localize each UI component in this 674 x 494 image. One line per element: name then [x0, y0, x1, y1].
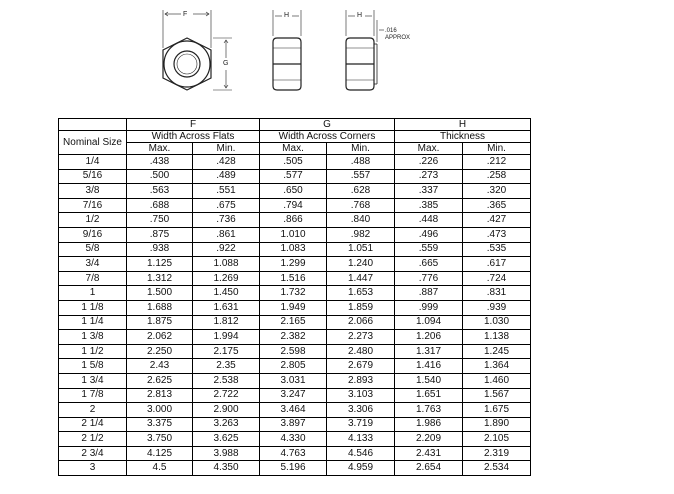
cell-g-max: 3.031 — [260, 373, 327, 388]
cell-f-max: 1.688 — [127, 300, 193, 315]
cell-g-max: 1.299 — [260, 257, 327, 272]
table-row — [59, 169, 531, 184]
cell-f-max: .563 — [127, 184, 193, 199]
approx-value: .016 — [385, 28, 397, 34]
cell-f-min: 3.625 — [193, 432, 260, 447]
subheader-g-min: Min. — [327, 143, 395, 155]
cell-g-min: 2.679 — [327, 359, 395, 374]
cell-g-max: 1.083 — [260, 242, 327, 257]
cell-h-min: .258 — [463, 169, 531, 184]
cell-f-max: .500 — [127, 169, 193, 184]
cell-h-max: 1.206 — [395, 330, 463, 345]
cell-g-min: 3.719 — [327, 417, 395, 432]
cell-g-min: 1.240 — [327, 257, 395, 272]
cell-h-max: 2.431 — [395, 446, 463, 461]
cell-g-min: 1.653 — [327, 286, 395, 301]
table-row — [59, 344, 531, 359]
table-row — [59, 373, 531, 388]
cell-size: 3 — [59, 461, 127, 476]
cell-h-max: 1.416 — [395, 359, 463, 374]
group-name-g: Width Across Corners — [260, 131, 395, 143]
cell-h-min: 1.890 — [463, 417, 531, 432]
cell-g-min: .488 — [327, 155, 395, 170]
cell-f-max: 1.125 — [127, 257, 193, 272]
cell-f-max: 4.5 — [127, 461, 193, 476]
cell-g-max: .505 — [260, 155, 327, 170]
approx-note — [385, 28, 410, 42]
cell-g-max: 1.516 — [260, 271, 327, 286]
cell-h-min: .939 — [463, 300, 531, 315]
subheader-g-max: Max. — [260, 143, 327, 155]
dim-label-h-1: H — [284, 12, 290, 19]
cell-g-max: 3.897 — [260, 417, 327, 432]
cell-f-min: 1.994 — [193, 330, 260, 345]
cell-f-max: 2.062 — [127, 330, 193, 345]
cell-h-min: .617 — [463, 257, 531, 272]
cell-h-max: 1.986 — [395, 417, 463, 432]
cell-f-min: 1.269 — [193, 271, 260, 286]
cell-g-min: 1.859 — [327, 300, 395, 315]
cell-h-max: 1.651 — [395, 388, 463, 403]
cell-h-min: 1.567 — [463, 388, 531, 403]
cell-f-max: 2.813 — [127, 388, 193, 403]
cell-size: 2 1/2 — [59, 432, 127, 447]
cell-f-min: 1.088 — [193, 257, 260, 272]
cell-h-max: .665 — [395, 257, 463, 272]
cell-g-min: .557 — [327, 169, 395, 184]
cell-h-max: 1.540 — [395, 373, 463, 388]
cell-size: 1/4 — [59, 155, 127, 170]
cell-size: 2 1/4 — [59, 417, 127, 432]
cell-h-max: .776 — [395, 271, 463, 286]
cell-size: 1 — [59, 286, 127, 301]
cell-f-max: 1.875 — [127, 315, 193, 330]
table-row — [59, 184, 531, 199]
cell-h-max: 1.094 — [395, 315, 463, 330]
cell-f-min: .861 — [193, 227, 260, 242]
cell-size: 1 1/2 — [59, 344, 127, 359]
subheader-f-max: Max. — [127, 143, 193, 155]
cell-h-max: 2.209 — [395, 432, 463, 447]
cell-h-max: .496 — [395, 227, 463, 242]
table-row — [59, 359, 531, 374]
cell-size: 1 1/8 — [59, 300, 127, 315]
table-row — [59, 432, 531, 447]
group-name-h: Thickness — [395, 131, 531, 143]
cell-g-max: 1.010 — [260, 227, 327, 242]
cell-f-min: 2.722 — [193, 388, 260, 403]
cell-h-min: 2.105 — [463, 432, 531, 447]
cell-f-max: 3.750 — [127, 432, 193, 447]
group-letter-h: H — [395, 119, 531, 131]
cell-h-max: 1.763 — [395, 403, 463, 418]
cell-h-min: .831 — [463, 286, 531, 301]
cell-f-min: 3.988 — [193, 446, 260, 461]
table-row — [59, 271, 531, 286]
cell-h-max: .448 — [395, 213, 463, 228]
table-row — [59, 461, 531, 476]
cell-h-min: 1.675 — [463, 403, 531, 418]
cell-f-min: 2.175 — [193, 344, 260, 359]
cell-f-min: .922 — [193, 242, 260, 257]
cell-h-min: 1.364 — [463, 359, 531, 374]
cell-f-min: 4.350 — [193, 461, 260, 476]
cell-g-max: 4.763 — [260, 446, 327, 461]
cell-size: 3/4 — [59, 257, 127, 272]
cell-f-max: 4.125 — [127, 446, 193, 461]
size-header-blank — [59, 119, 127, 131]
cell-f-max: 2.625 — [127, 373, 193, 388]
cell-size: 7/8 — [59, 271, 127, 286]
dim-label-h-2: H — [357, 12, 363, 19]
cell-g-min: 3.306 — [327, 403, 395, 418]
cell-f-min: .489 — [193, 169, 260, 184]
cell-size: 2 3/4 — [59, 446, 127, 461]
cell-g-min: 4.546 — [327, 446, 395, 461]
table-row — [59, 300, 531, 315]
cell-h-min: .427 — [463, 213, 531, 228]
cell-f-min: 1.812 — [193, 315, 260, 330]
cell-size: 2 — [59, 403, 127, 418]
max-min-row — [59, 143, 531, 155]
cell-g-max: 1.732 — [260, 286, 327, 301]
table-row — [59, 257, 531, 272]
table-row — [59, 403, 531, 418]
cell-g-max: .866 — [260, 213, 327, 228]
cell-g-min: .628 — [327, 184, 395, 199]
cell-g-min: 4.133 — [327, 432, 395, 447]
cell-size: 1/2 — [59, 213, 127, 228]
cell-f-min: 2.900 — [193, 403, 260, 418]
cell-g-max: 4.330 — [260, 432, 327, 447]
cell-f-max: .438 — [127, 155, 193, 170]
cell-h-max: .337 — [395, 184, 463, 199]
cell-f-max: 3.375 — [127, 417, 193, 432]
cell-f-max: 1.312 — [127, 271, 193, 286]
cell-h-min: 1.245 — [463, 344, 531, 359]
cell-f-max: 1.500 — [127, 286, 193, 301]
subheader-f-min: Min. — [193, 143, 260, 155]
cell-h-max: .273 — [395, 169, 463, 184]
cell-g-min: 1.447 — [327, 271, 395, 286]
cell-g-min: 2.066 — [327, 315, 395, 330]
cell-size: 9/16 — [59, 227, 127, 242]
cell-h-min: 1.030 — [463, 315, 531, 330]
cell-f-min: 2.35 — [193, 359, 260, 374]
nominal-size-header: Nominal Size — [59, 131, 127, 155]
cell-g-min: 4.959 — [327, 461, 395, 476]
dim-label-f: F — [183, 11, 188, 18]
table-row — [59, 155, 531, 170]
cell-f-min: 2.538 — [193, 373, 260, 388]
group-letter-row — [59, 119, 531, 131]
subheader-h-max: Max. — [395, 143, 463, 155]
table-row — [59, 198, 531, 213]
cell-g-max: 2.382 — [260, 330, 327, 345]
cell-g-max: 2.598 — [260, 344, 327, 359]
cell-h-min: 2.534 — [463, 461, 531, 476]
cell-g-max: 1.949 — [260, 300, 327, 315]
cell-f-min: .736 — [193, 213, 260, 228]
cell-h-min: 2.319 — [463, 446, 531, 461]
nut-drawings — [0, 0, 674, 118]
cell-g-max: .794 — [260, 198, 327, 213]
cell-f-max: .875 — [127, 227, 193, 242]
cell-f-max: 2.43 — [127, 359, 193, 374]
cell-f-max: .688 — [127, 198, 193, 213]
cell-h-min: .320 — [463, 184, 531, 199]
cell-h-min: 1.460 — [463, 373, 531, 388]
table-row — [59, 315, 531, 330]
cell-h-min: .212 — [463, 155, 531, 170]
cell-g-max: 3.247 — [260, 388, 327, 403]
table-row — [59, 388, 531, 403]
cell-size: 5/16 — [59, 169, 127, 184]
cell-h-max: .385 — [395, 198, 463, 213]
cell-size: 7/16 — [59, 198, 127, 213]
table-row — [59, 227, 531, 242]
cell-f-max: 2.250 — [127, 344, 193, 359]
table-row — [59, 213, 531, 228]
nut-top-view — [163, 10, 232, 90]
table-row — [59, 417, 531, 432]
cell-g-min: 2.480 — [327, 344, 395, 359]
cell-g-max: 3.464 — [260, 403, 327, 418]
table-row — [59, 242, 531, 257]
cell-h-max: 2.654 — [395, 461, 463, 476]
cell-h-max: 1.317 — [395, 344, 463, 359]
cell-f-min: 3.263 — [193, 417, 260, 432]
dim-label-g: G — [223, 60, 229, 67]
nut-diagram — [0, 0, 674, 118]
cell-g-max: 2.805 — [260, 359, 327, 374]
approx-label: APPROX — [385, 35, 411, 41]
cell-f-min: .675 — [193, 198, 260, 213]
group-letter-g: G — [260, 119, 395, 131]
cell-g-max: 5.196 — [260, 461, 327, 476]
cell-f-min: .551 — [193, 184, 260, 199]
cell-size: 1 5/8 — [59, 359, 127, 374]
cell-h-max: .226 — [395, 155, 463, 170]
nut-side-view — [273, 10, 301, 90]
table-row — [59, 446, 531, 461]
cell-size: 1 7/8 — [59, 388, 127, 403]
cell-h-max: .559 — [395, 242, 463, 257]
cell-g-min: .982 — [327, 227, 395, 242]
group-name-row — [59, 131, 531, 143]
cell-h-min: .724 — [463, 271, 531, 286]
cell-f-min: 1.450 — [193, 286, 260, 301]
cell-g-min: 3.103 — [327, 388, 395, 403]
cell-g-min: 2.273 — [327, 330, 395, 345]
table-body — [59, 155, 531, 476]
cell-h-min: .473 — [463, 227, 531, 242]
cell-size: 1 3/4 — [59, 373, 127, 388]
cell-h-max: .999 — [395, 300, 463, 315]
cell-g-max: 2.165 — [260, 315, 327, 330]
group-name-f: Width Across Flats — [127, 131, 260, 143]
cell-h-min: .365 — [463, 198, 531, 213]
cell-g-max: .650 — [260, 184, 327, 199]
cell-f-max: .750 — [127, 213, 193, 228]
hex-nut-dimensions-table — [58, 118, 531, 476]
cell-h-max: .887 — [395, 286, 463, 301]
cell-g-min: 1.051 — [327, 242, 395, 257]
cell-f-min: .428 — [193, 155, 260, 170]
cell-g-min: 2.893 — [327, 373, 395, 388]
table-row — [59, 330, 531, 345]
cell-size: 5/8 — [59, 242, 127, 257]
nut-side-view-washer-face — [346, 10, 384, 90]
cell-f-max: 3.000 — [127, 403, 193, 418]
cell-size: 3/8 — [59, 184, 127, 199]
cell-h-min: 1.138 — [463, 330, 531, 345]
cell-g-min: .768 — [327, 198, 395, 213]
cell-g-max: .577 — [260, 169, 327, 184]
cell-size: 1 3/8 — [59, 330, 127, 345]
cell-h-min: .535 — [463, 242, 531, 257]
table-row — [59, 286, 531, 301]
cell-f-min: 1.631 — [193, 300, 260, 315]
cell-f-max: .938 — [127, 242, 193, 257]
group-letter-f: F — [127, 119, 260, 131]
cell-size: 1 1/4 — [59, 315, 127, 330]
cell-g-min: .840 — [327, 213, 395, 228]
subheader-h-min: Min. — [463, 143, 531, 155]
